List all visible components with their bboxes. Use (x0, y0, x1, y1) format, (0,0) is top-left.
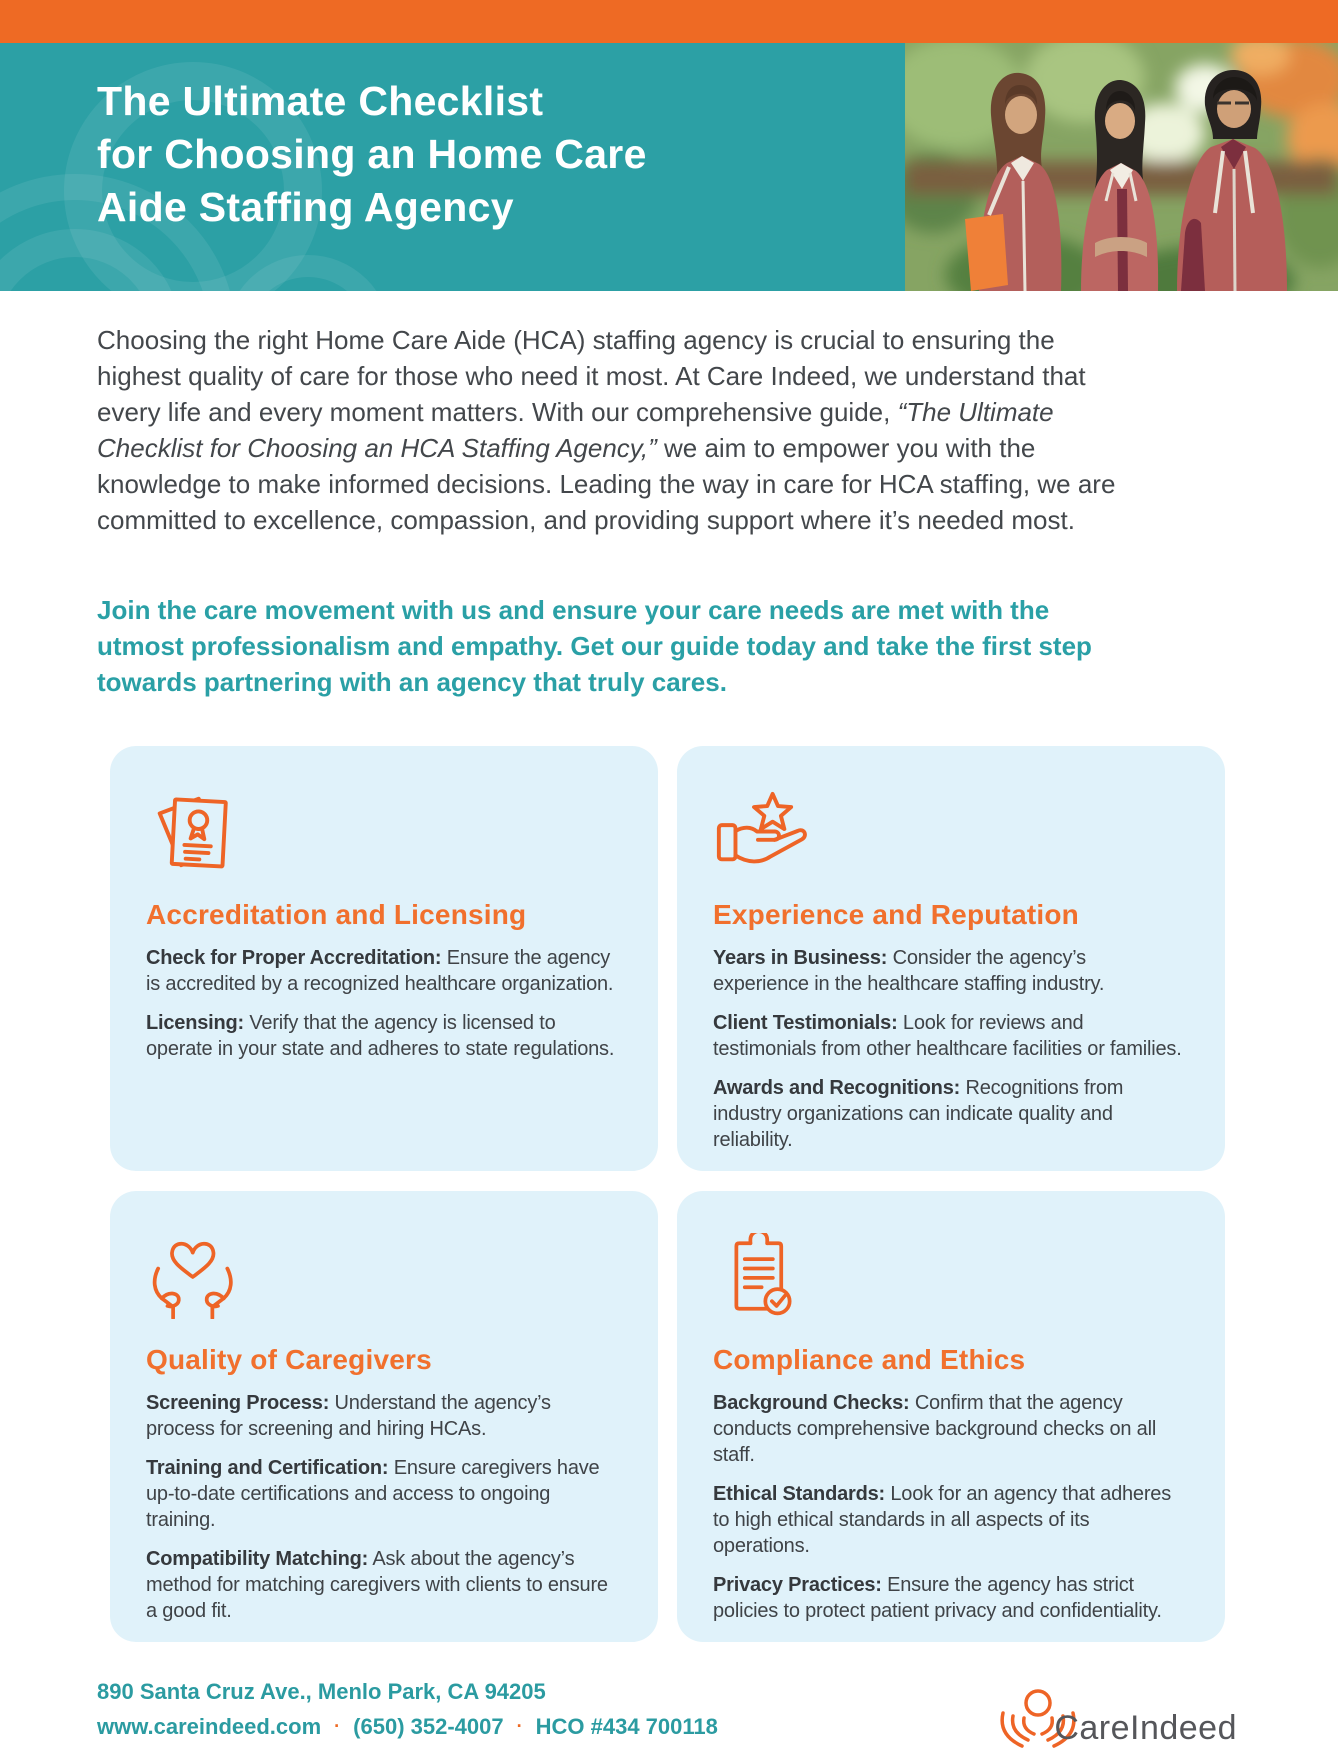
intro-text-1: Choosing the right Home Care Aide (HCA) staffing agency is crucial to ensuring the highest quality of care for those who need it most. At Care Indeed, we understand that every life and every moment matters. With our comprehensive guide, (97, 325, 1086, 427)
item-text: Ensure caregivers have up-to-date certifications and access to ongoing training. (146, 1457, 600, 1531)
card-item (146, 1010, 620, 1062)
card-item (713, 1075, 1187, 1153)
item-label: Awards and Recognitions: (713, 1077, 961, 1099)
item-label: Years in Business: (713, 947, 888, 969)
page-title (97, 75, 647, 234)
caregivers-photo (905, 43, 1338, 291)
checklist-cards (110, 746, 1241, 1642)
website-link[interactable]: www.careindeed.com (97, 1714, 322, 1739)
clipboard-check-icon (713, 1233, 1187, 1319)
item-text: Recognitions from industry organizations can indicate quality and reliability. (713, 1077, 1124, 1151)
card-compliance-ethics (677, 1191, 1225, 1642)
cta-paragraph: Join the care movement with us and ensure your care needs are met with the utmost professionalism and empathy. Get our guide today and take the first step towards partnering with an agency that truly cares. (97, 595, 1092, 697)
card-quality-of-caregivers (110, 1191, 658, 1642)
card-item (146, 1546, 620, 1624)
card-accreditation-licensing (110, 746, 658, 1171)
intro-text-2: we aim to empower you with the knowledge to make informed decisions. Leading the way in care for HCA staffing, we are committed to excellence, compassion, and providing support where it’s needed most. (97, 433, 1116, 535)
footer (97, 1674, 1241, 1750)
item-label: Check for Proper Accreditation: (146, 947, 442, 969)
title-line-2: for Choosing an Home Care (97, 131, 647, 177)
top-accent-bar (0, 0, 1338, 43)
title-line-3: Aide Staffing Agency (97, 184, 514, 230)
footer-contact-block (97, 1674, 718, 1744)
item-label: Client Testimonials: (713, 1012, 898, 1034)
card-item (713, 1390, 1187, 1468)
item-text: Ensure the agency is accredited by a recognized healthcare organization. (146, 947, 614, 995)
title-line-1: The Ultimate Checklist (97, 78, 544, 124)
item-text: Confirm that the agency conducts comprehensive background checks on all staff. (713, 1392, 1157, 1466)
card-item (713, 1572, 1187, 1624)
header (0, 0, 1338, 291)
address: 890 Santa Cruz Ave., Menlo Park, CA 94205 (97, 1679, 546, 1704)
careindeed-logo-text: CareIndeed (1054, 1709, 1237, 1747)
item-text: Ask about the agency’s method for matching caregivers with clients to ensure a good fit. (146, 1548, 608, 1622)
dot-separator: · (516, 1716, 523, 1736)
item-text: Verify that the agency is licensed to operate in your state and adheres to state regulations. (146, 1012, 615, 1060)
item-label: Background Checks: (713, 1392, 910, 1414)
card-item (146, 1455, 620, 1533)
main-content (0, 322, 1338, 1642)
item-text: Consider the agency’s experience in the healthcare staffing industry. (713, 947, 1105, 995)
phone-number: (650) 352-4007 (353, 1714, 504, 1739)
card-item (713, 945, 1187, 997)
card-item (146, 1390, 620, 1442)
card-title: Quality of Caregivers (146, 1344, 432, 1375)
card-item (146, 945, 620, 997)
item-label: Training and Certification: (146, 1457, 389, 1479)
card-experience-reputation (677, 746, 1225, 1171)
item-label: Compatibility Matching: (146, 1548, 369, 1570)
hands-heart-icon (146, 1233, 620, 1319)
license-number: HCO #434 700118 (535, 1714, 718, 1739)
hero-band (0, 43, 1338, 291)
card-title: Experience and Reputation (713, 899, 1079, 930)
footer-contact-line (97, 1709, 718, 1744)
item-text: Look for reviews and testimonials from other healthcare facilities or families. (713, 1012, 1182, 1060)
item-label: Licensing: (146, 1012, 245, 1034)
hand-star-icon (713, 788, 1187, 874)
item-text: Ensure the agency has strict policies to protect patient privacy and confidentiality. (713, 1574, 1162, 1622)
certificate-icon (146, 788, 620, 874)
card-title: Accreditation and Licensing (146, 899, 527, 930)
card-title: Compliance and Ethics (713, 1344, 1026, 1375)
item-text: Understand the agency’s process for screening and hiring HCAs. (146, 1392, 551, 1440)
card-item (713, 1010, 1187, 1062)
intro-paragraph (97, 322, 1142, 538)
dot-separator: · (334, 1716, 341, 1736)
item-label: Screening Process: (146, 1392, 330, 1414)
careindeed-logo (986, 1688, 1241, 1750)
item-label: Privacy Practices: (713, 1574, 882, 1596)
intro-italic-quote: “The Ultimate Checklist for Choosing an HCA Staffing Agency,” (97, 397, 1054, 463)
card-item (713, 1481, 1187, 1559)
item-text: Look for an agency that adheres to high ethical standards in all aspects of its operations. (713, 1483, 1172, 1557)
item-label: Ethical Standards: (713, 1483, 885, 1505)
